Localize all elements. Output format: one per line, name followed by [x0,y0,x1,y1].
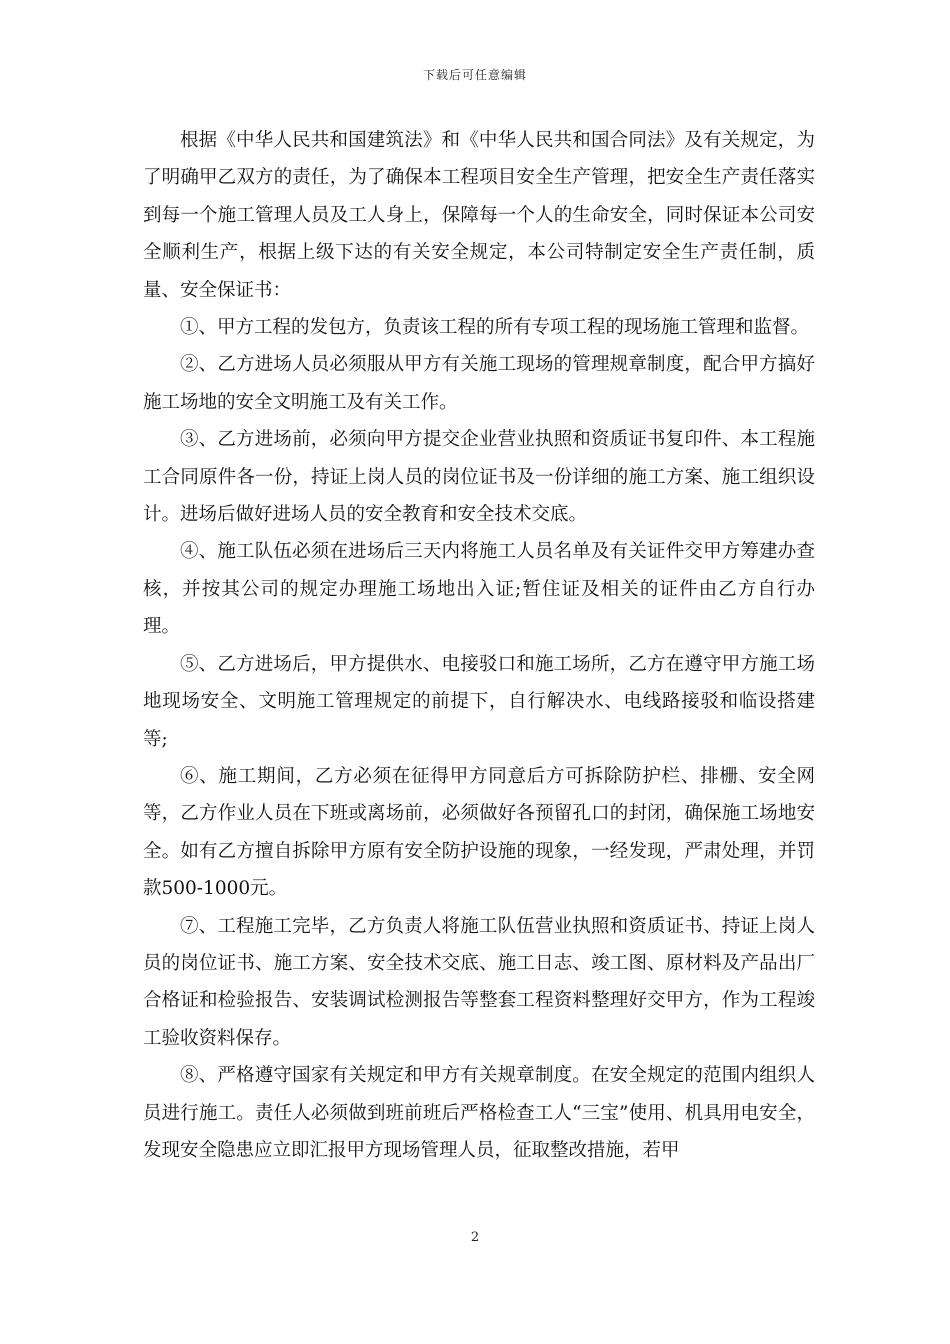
paragraph-clause-8: ⑧、严格遵守国家有关规定和甲方有关规章制度。在安全规定的范围内组织人员进行施工。责任人必须做到班前班后严格检查工人“三宝”使用、机具用电安全，发现安全隐患应立即汇报甲方现场管理人员，征取整改措施，若甲 [143,1065,815,1161]
page-number: 2 [470,1230,480,1245]
paragraph-clause-6: ⑥、施工期间，乙方必须在征得甲方同意后方可拆除防护栏、排栅、安全网等，乙方作业人员在下班或离场前，必须做好各预留孔口的封闭，确保施工场地安全。如有乙方擅自拆除甲方原有安全防护设施的现象，一经发现，严肃处理，并罚款500-1000元。 [143,765,815,900]
paragraph-clause-2: ②、乙方进场人员必须服从甲方有关施工现场的管理规章制度，配合甲方搞好施工场地的安全文明施工及有关工作。 [143,354,815,413]
paragraph-intro: 根据《中华人民共和国建筑法》和《中华人民共和国合同法》及有关规定，为了明确甲乙双方的责任，为了确保本工程项目安全生产管理，把安全生产责任落实到每一个施工管理人员及工人身上，保障每一个人的生命安全，同时保证本公司安全顺利生产，根据上级下达的有关安全规定，本公司特制定安全生产责任制，质量、安全保证书： [143,130,815,301]
paragraph-clause-3: ③、乙方进场前，必须向甲方提交企业营业执照和资质证书复印件、本工程施工合同原件各一份，持证上岗人员的岗位证书及一份详细的施工方案、施工组织设计。进场后做好进场人员的安全教育和安全技术交底。 [143,429,815,526]
header-note: 下载后可任意编辑 [422,68,527,82]
paragraph-clause-5: ⑤、乙方进场后，甲方提供水、电接驳口和施工场所，乙方在遵守甲方施工场地现场安全、文明施工管理规定的前提下，自行解决水、电线路接驳和临设搭建等; [143,653,815,750]
body-text [143,122,815,1169]
paragraph-clause-7: ⑦、工程施工完毕，乙方负责人将施工队伍营业执照和资质证书、持证上岗人员的岗位证书、施工方案、安全技术交底、施工日志、竣工图、原材料及产品出厂合格证和检验报告、安装调试检测报告等整套工程资料整理好交甲方，作为工程竣工验收资料保存。 [143,915,815,1049]
paragraph-clause-4: ④、施工队伍必须在进场后三天内将施工人员名单及有关证件交甲方筹建办查核，并按其公司的规定办理施工场地出入证;暂住证及相关的证件由乙方自行办理。 [143,541,815,638]
paragraph-clause-1: ①、甲方工程的发包方，负责该工程的所有专项工程的现场施工管理和监督。 [180,317,810,339]
